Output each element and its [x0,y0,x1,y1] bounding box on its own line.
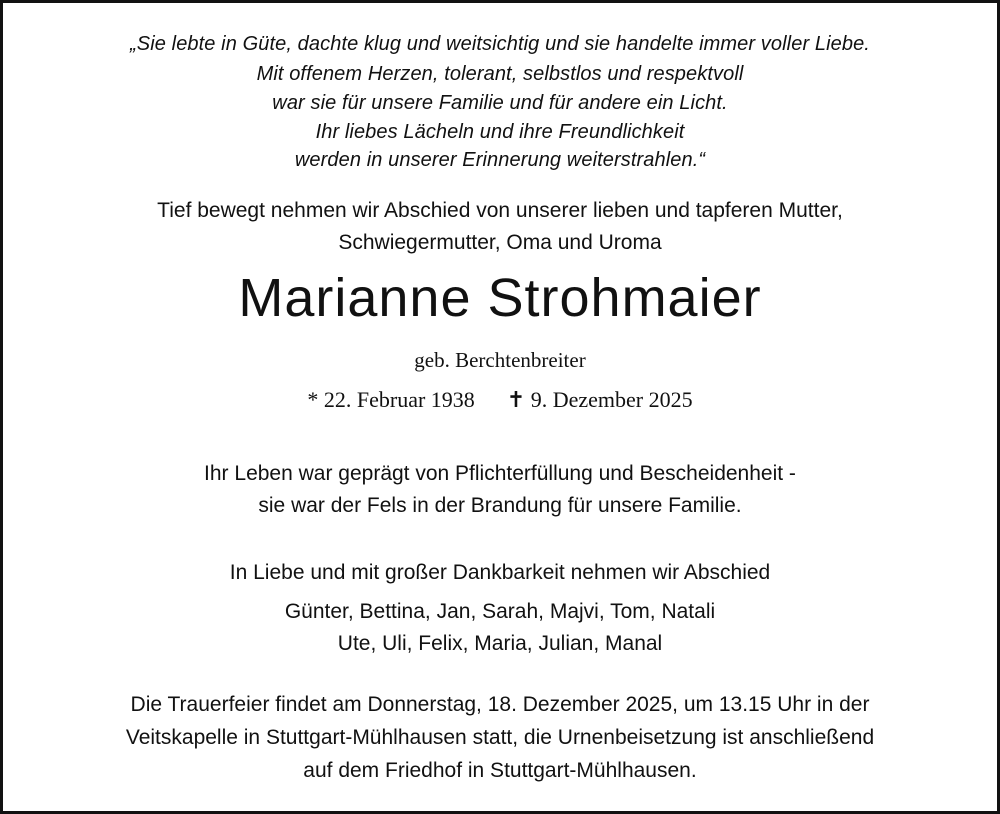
intro-line-2: Schwiegermutter, Oma und Uroma [338,231,662,254]
birth-date: * 22. Februar 1938 [307,387,475,412]
tribute-line-2: sie war der Fels in der Brandung für unsere Familie. [258,494,742,517]
death-date: ✝ 9. Dezember 2025 [506,387,693,412]
birth-name: geb. Berchtenbreiter [414,348,586,372]
tribute-line-1: Ihr Leben war geprägt von Pflichterfüllung und Bescheidenheit - [204,462,796,485]
mourners-names-line-2: Ute, Uli, Felix, Maria, Julian, Manal [337,632,663,655]
service-line-3: auf dem Friedhof in Stuttgart-Mühlhausen. [303,759,697,782]
quote-line-1: „Sie lebte in Güte, dachte klug und weitsichtig und sie handelte immer voller Liebe. [130,33,870,55]
intro-line-1: Tief bewegt nehmen wir Abschied von unserer lieben und tapferen Mutter, [157,199,843,222]
mourners-intro: In Liebe und mit großer Dankbarkeit nehmen wir Abschied [229,561,771,584]
quote-line-3: war sie für unsere Familie und für andere ein Licht. [272,92,728,114]
life-dates [3,387,997,413]
quote-line-4: Ihr liebes Lächeln und ihre Freundlichkeit [315,121,685,143]
quote-line-5: werden in unserer Erinnerung weiterstrahlen.“ [294,149,706,171]
service-line-1: Die Trauerfeier findet am Donnerstag, 18. Dezember 2025, um 13.15 Uhr in der [130,693,870,716]
quote-line-2: Mit offenem Herzen, tolerant, selbstlos und respektvoll [256,63,744,85]
mourners-names-line-1: Günter, Bettina, Jan, Sarah, Majvi, Tom, Natali [284,600,716,623]
deceased-name: Marianne Strohmaier [238,268,762,328]
service-line-2: Veitskapelle in Stuttgart-Mühlhausen statt, die Urnenbeisetzung ist anschließend [125,726,875,749]
